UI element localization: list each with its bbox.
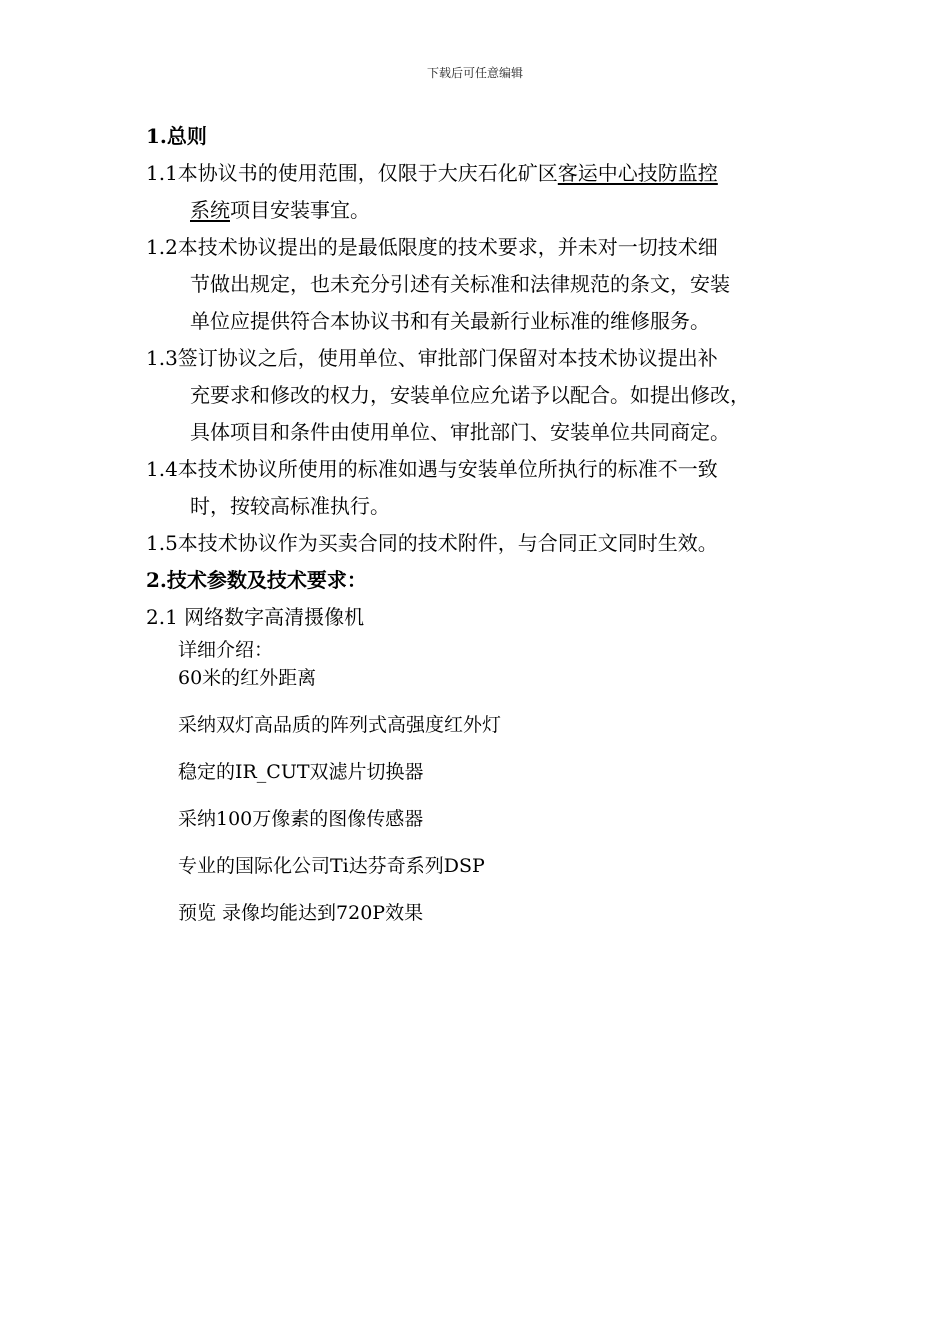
clause-1-1-text-a: 1.1本协议书的使用范围，仅限于大庆石化矿区 — [146, 161, 558, 185]
clause-1-1-line-2 — [146, 192, 826, 229]
clause-1-1-line-1 — [146, 155, 826, 192]
clause-1-1-text-b: 项目安装事宜。 — [230, 198, 370, 222]
clause-1-5: 1.5本技术协议作为买卖合同的技术附件，与合同正文同时生效。 — [146, 531, 718, 555]
detail-item: 预览 录像均能达到720P效果 — [178, 902, 424, 924]
document-body — [146, 118, 826, 927]
clause-1-4-line-2: 时，按较高标准执行。 — [190, 494, 390, 518]
header-note: 下载后可任意编辑 — [426, 66, 523, 80]
detail-item: 60米的红外距离 — [178, 667, 317, 689]
clause-2-1: 2.1 网络数字高清摄像机 — [146, 605, 365, 629]
clause-1-3-line-2: 充要求和修改的权力，安装单位应允诺予以配合。如提出修改， — [190, 383, 750, 407]
clause-1-4-line-1: 1.4本技术协议所使用的标准如遇与安装单位所执行的标准不一致 — [146, 457, 718, 481]
section-2-heading: 2.技术参数及技术要求： — [146, 568, 367, 592]
clause-1-2-line-2: 节做出规定，也未充分引述有关标准和法律规范的条文，安装 — [190, 272, 730, 296]
clause-1-1-underlined-2: 系统 — [190, 198, 230, 222]
clause-1-3-line-1: 1.3签订协议之后，使用单位、审批部门保留对本技术协议提出补 — [146, 346, 718, 370]
clause-1-3-line-3: 具体项目和条件由使用单位、审批部门、安装单位共同商定。 — [190, 420, 730, 444]
clause-1-2-line-1: 1.2本技术协议提出的是最低限度的技术要求，并未对一切技术细 — [146, 235, 718, 259]
detail-item: 专业的国际化公司Ti达芬奇系列DSP — [178, 855, 485, 877]
detail-intro: 详细介绍： — [178, 639, 274, 661]
section-1-heading: 1.总则 — [146, 124, 207, 148]
clause-1-1-underlined-1: 客运中心技防监控 — [557, 161, 718, 185]
clause-1-2-line-3: 单位应提供符合本协议书和有关最新行业标准的维修服务。 — [190, 309, 710, 333]
detail-item: 稳定的IR_CUT双滤片切换器 — [178, 761, 424, 783]
detail-item: 采纳100万像素的图像传感器 — [178, 808, 424, 830]
detail-item: 采纳双灯高品质的阵列式高强度红外灯 — [178, 714, 502, 736]
